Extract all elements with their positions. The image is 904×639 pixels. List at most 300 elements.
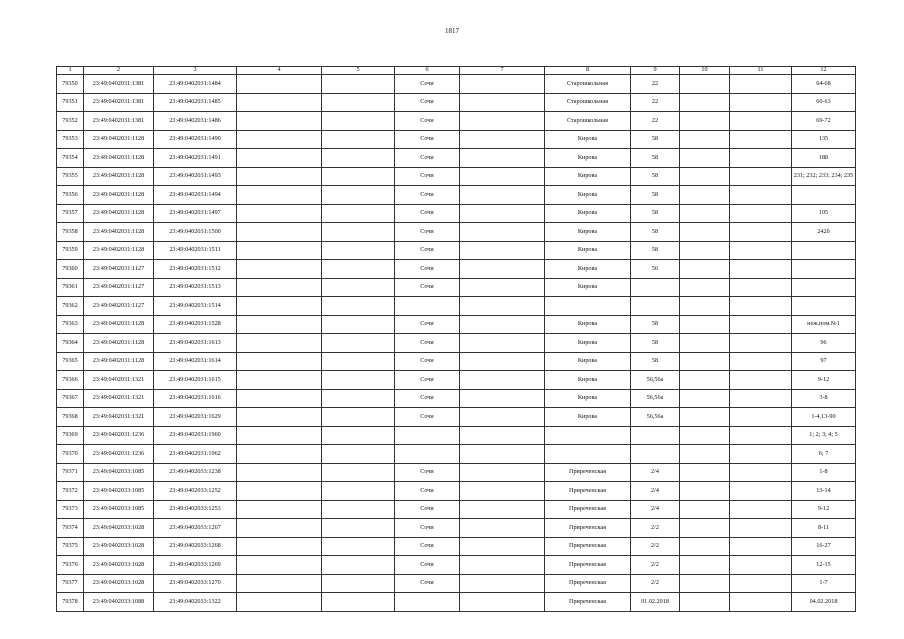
table-cell: 79364	[57, 334, 84, 353]
table-cell: 135	[792, 130, 856, 149]
table-cell: Приреченская	[545, 556, 631, 575]
table-cell: 16-27	[792, 537, 856, 556]
table-cell	[237, 556, 322, 575]
table-cell: 1-8	[792, 463, 856, 482]
table-cell: 04.02.2018	[792, 593, 856, 612]
table-cell: 23:49:0402031:1613	[154, 334, 237, 353]
table-cell: Старошкольная	[545, 75, 631, 94]
table-cell	[322, 389, 395, 408]
table-cell: 58	[631, 167, 680, 186]
table-cell	[730, 75, 792, 94]
table-cell: Кирова	[545, 149, 631, 168]
table-cell: Сочи	[395, 112, 460, 131]
table-cell: 23:49:0402031:1128	[84, 130, 154, 149]
table-cell: 23:49:0402031:1616	[154, 389, 237, 408]
table-cell: 58	[631, 204, 680, 223]
table-cell	[460, 593, 545, 612]
table-cell: 23:49:0402033:1028	[84, 537, 154, 556]
table-cell	[730, 241, 792, 260]
table-cell: 23:49:0402031:1128	[84, 186, 154, 205]
table-row	[57, 352, 856, 371]
table-cell: 23:49:0402031:1128	[84, 204, 154, 223]
table-cell	[237, 260, 322, 279]
table-cell	[322, 75, 395, 94]
table-cell	[680, 241, 730, 260]
table-cell	[792, 278, 856, 297]
table-row	[57, 408, 856, 427]
table-cell: 2/2	[631, 519, 680, 538]
table-cell: 2/4	[631, 482, 680, 501]
table-cell: 8-11	[792, 519, 856, 538]
table-row	[57, 241, 856, 260]
table-cell	[680, 278, 730, 297]
table-cell: Кирова	[545, 278, 631, 297]
table-cell	[680, 130, 730, 149]
table-cell: Сочи	[395, 223, 460, 242]
column-header: 1	[57, 67, 84, 75]
column-header: 2	[84, 67, 154, 75]
table-cell	[792, 186, 856, 205]
table-cell	[730, 297, 792, 316]
table-cell: Сочи	[395, 482, 460, 501]
table-cell: 79371	[57, 463, 84, 482]
table-cell	[460, 408, 545, 427]
table-cell	[730, 334, 792, 353]
table-cell: Приреченская	[545, 574, 631, 593]
table-cell: 23:49:0402031:1615	[154, 371, 237, 390]
table-row	[57, 389, 856, 408]
table-cell	[730, 223, 792, 242]
table-cell: 3-8	[792, 389, 856, 408]
table-cell	[680, 537, 730, 556]
table-cell: 23:49:0402031:1128	[84, 334, 154, 353]
table-cell	[322, 408, 395, 427]
table-row	[57, 297, 856, 316]
table-cell	[680, 371, 730, 390]
table-cell: Сочи	[395, 574, 460, 593]
table-cell: Приреченская	[545, 519, 631, 538]
table-cell	[460, 149, 545, 168]
table-cell: 2/4	[631, 500, 680, 519]
table-cell	[460, 112, 545, 131]
table-cell	[460, 130, 545, 149]
table-cell	[730, 130, 792, 149]
table-cell: 1-4,13-90	[792, 408, 856, 427]
table-cell	[460, 519, 545, 538]
table-cell	[460, 371, 545, 390]
table-cell	[322, 463, 395, 482]
table-cell: 23:49:0402031:1484	[154, 75, 237, 94]
table-cell: 13-14	[792, 482, 856, 501]
table-cell: Кирова	[545, 389, 631, 408]
table-cell	[322, 426, 395, 445]
table-cell: 79354	[57, 149, 84, 168]
table-cell: 79358	[57, 223, 84, 242]
table-cell: 23:49:0402031:1960	[154, 426, 237, 445]
table-cell	[322, 334, 395, 353]
table-cell: 23:49:0402031:1614	[154, 352, 237, 371]
table-cell	[322, 315, 395, 334]
table-cell	[237, 389, 322, 408]
table-cell: 23:49:0402031:1128	[84, 352, 154, 371]
table-cell	[730, 593, 792, 612]
table-cell	[322, 112, 395, 131]
table-cell: 79363	[57, 315, 84, 334]
table-cell: Сочи	[395, 75, 460, 94]
table-cell	[460, 537, 545, 556]
table-cell: 79368	[57, 408, 84, 427]
table-cell	[460, 482, 545, 501]
table-cell	[792, 241, 856, 260]
table-cell: 23:49:0402031:1512	[154, 260, 237, 279]
table-row	[57, 371, 856, 390]
table-cell	[545, 426, 631, 445]
table-cell: 23:49:0402031:1128	[84, 149, 154, 168]
table-row	[57, 482, 856, 501]
table-cell: 23:49:0402033:1088	[84, 593, 154, 612]
table-cell: 23:49:0402033:1085	[84, 463, 154, 482]
table-row	[57, 223, 856, 242]
table-cell	[460, 223, 545, 242]
table-cell: 79350	[57, 75, 84, 94]
table-cell: Сочи	[395, 408, 460, 427]
table-cell	[460, 445, 545, 464]
table-cell	[730, 463, 792, 482]
table-cell	[730, 167, 792, 186]
column-header: 11	[730, 67, 792, 75]
table-cell: 23:49:0402033:1268	[154, 537, 237, 556]
table-row	[57, 130, 856, 149]
table-row	[57, 334, 856, 353]
table-cell: 58	[631, 149, 680, 168]
table-cell: Приреченская	[545, 500, 631, 519]
table-cell	[460, 297, 545, 316]
table-cell	[730, 112, 792, 131]
table-cell: 58	[631, 315, 680, 334]
table-cell	[730, 260, 792, 279]
table-cell	[730, 426, 792, 445]
table-cell: 23:49:0402031:1491	[154, 149, 237, 168]
table-cell: Кирова	[545, 186, 631, 205]
table-cell	[322, 500, 395, 519]
table-cell: 79351	[57, 93, 84, 112]
table-cell: 79375	[57, 537, 84, 556]
column-header: 5	[322, 67, 395, 75]
column-header: 6	[395, 67, 460, 75]
table-cell	[680, 482, 730, 501]
table-cell: 23:49:0402033:1085	[84, 500, 154, 519]
column-header: 8	[545, 67, 631, 75]
table-cell: Кирова	[545, 260, 631, 279]
table-cell: 23:49:0402033:1322	[154, 593, 237, 612]
table-cell: 23:49:0402031:1321	[84, 371, 154, 390]
table-cell	[730, 482, 792, 501]
column-header: 7	[460, 67, 545, 75]
table-cell: 23:49:0402031:1381	[84, 75, 154, 94]
table-cell: 1-7	[792, 574, 856, 593]
table-cell	[730, 371, 792, 390]
table-cell	[680, 112, 730, 131]
table-cell	[237, 167, 322, 186]
table-cell	[680, 297, 730, 316]
table-cell: Приреченская	[545, 463, 631, 482]
table-cell	[395, 593, 460, 612]
table-cell	[730, 149, 792, 168]
table-cell: Сочи	[395, 204, 460, 223]
table-cell: 79365	[57, 352, 84, 371]
table-cell	[545, 445, 631, 464]
table-cell	[460, 315, 545, 334]
table-cell: 23:49:0402031:1528	[154, 315, 237, 334]
table-cell	[680, 389, 730, 408]
table-cell: 23:49:0402031:1127	[84, 260, 154, 279]
table-cell	[237, 315, 322, 334]
table-cell	[322, 260, 395, 279]
table-cell	[730, 445, 792, 464]
table-cell: 23:49:0402031:1500	[154, 223, 237, 242]
table-cell: 79369	[57, 426, 84, 445]
table-cell	[680, 426, 730, 445]
table-row	[57, 593, 856, 612]
table-cell: 79352	[57, 112, 84, 131]
table-row	[57, 167, 856, 186]
table-cell: 79373	[57, 500, 84, 519]
table-cell	[322, 204, 395, 223]
table-row	[57, 537, 856, 556]
table-cell: 23:49:0402031:1128	[84, 315, 154, 334]
column-header: 10	[680, 67, 730, 75]
table-cell: 79374	[57, 519, 84, 538]
table-cell: Сочи	[395, 167, 460, 186]
table-cell: 1; 2; 3; 4; 5	[792, 426, 856, 445]
table-row	[57, 519, 856, 538]
table-cell: 23:49:0402031:1236	[84, 445, 154, 464]
table-cell: 79359	[57, 241, 84, 260]
table-cell	[460, 334, 545, 353]
table-cell: 56,56а	[631, 408, 680, 427]
table-cell	[322, 167, 395, 186]
table-cell	[237, 297, 322, 316]
table-cell	[322, 149, 395, 168]
table-cell: неж.пом.№1	[792, 315, 856, 334]
table-cell	[460, 500, 545, 519]
table-cell	[237, 500, 322, 519]
table-cell: 23:49:0402031:1486	[154, 112, 237, 131]
table-cell: 56,56а	[631, 371, 680, 390]
table-cell	[237, 482, 322, 501]
table-row	[57, 260, 856, 279]
table-cell	[237, 445, 322, 464]
table-row	[57, 574, 856, 593]
table-cell	[322, 278, 395, 297]
table-cell	[730, 186, 792, 205]
table-cell: Старошкольная	[545, 93, 631, 112]
table-cell	[680, 186, 730, 205]
table-cell: Приреченская	[545, 593, 631, 612]
table-cell: Кирова	[545, 334, 631, 353]
table-body	[57, 75, 856, 612]
table-cell	[322, 556, 395, 575]
table-cell: 22	[631, 112, 680, 131]
table-cell: Сочи	[395, 149, 460, 168]
table-cell	[680, 334, 730, 353]
table-cell	[792, 297, 856, 316]
table-cell	[322, 130, 395, 149]
table-cell	[730, 574, 792, 593]
table-cell: 23:49:0402031:1128	[84, 223, 154, 242]
table-cell	[395, 426, 460, 445]
table-cell	[792, 260, 856, 279]
table-cell: 23:49:0402033:1085	[84, 482, 154, 501]
table-cell	[237, 186, 322, 205]
table-cell: 23:49:0402031:1128	[84, 167, 154, 186]
table-cell: Сочи	[395, 352, 460, 371]
table-cell: 23:49:0402033:1028	[84, 556, 154, 575]
table-cell: 231; 232; 233; 234; 235	[792, 167, 856, 186]
table-cell: 79372	[57, 482, 84, 501]
table-cell: Кирова	[545, 371, 631, 390]
table-cell: 23:49:0402033:1252	[154, 482, 237, 501]
table-cell	[322, 241, 395, 260]
table-cell: 69-72	[792, 112, 856, 131]
table-cell: 79370	[57, 445, 84, 464]
table-cell	[322, 593, 395, 612]
header-row	[57, 67, 856, 75]
table-cell: 9-12	[792, 371, 856, 390]
table-cell: 58	[631, 186, 680, 205]
table-cell	[460, 167, 545, 186]
table-cell	[680, 593, 730, 612]
page-number: 1817	[445, 27, 459, 35]
table-cell: 23:49:0402031:1511	[154, 241, 237, 260]
table-cell	[460, 204, 545, 223]
table-row	[57, 445, 856, 464]
table-cell	[460, 556, 545, 575]
table-cell: 23:49:0402031:1497	[154, 204, 237, 223]
table-cell: 23:49:0402033:1028	[84, 519, 154, 538]
table-cell: Сочи	[395, 500, 460, 519]
table-cell: Старошкольная	[545, 112, 631, 131]
table-cell: 64-68	[792, 75, 856, 94]
table-cell	[395, 445, 460, 464]
table-cell: 23:49:0402031:1381	[84, 112, 154, 131]
table-cell: 23:49:0402031:1493	[154, 167, 237, 186]
table-cell	[237, 75, 322, 94]
table-row	[57, 186, 856, 205]
table-cell: 23:49:0402031:1490	[154, 130, 237, 149]
table-row	[57, 500, 856, 519]
table-cell	[631, 426, 680, 445]
table-cell: 79356	[57, 186, 84, 205]
table-cell: 79357	[57, 204, 84, 223]
table-cell: 23:49:0402031:1128	[84, 241, 154, 260]
table-cell	[237, 112, 322, 131]
table-cell	[730, 389, 792, 408]
registry-table	[56, 66, 856, 612]
column-header: 3	[154, 67, 237, 75]
table-cell	[237, 223, 322, 242]
table-cell: Сочи	[395, 260, 460, 279]
table-cell	[322, 482, 395, 501]
table-cell: 23:49:0402033:1028	[84, 574, 154, 593]
table-header	[57, 67, 856, 75]
table-cell: 23:49:0402031:1629	[154, 408, 237, 427]
table-cell	[237, 204, 322, 223]
table-cell: 242б	[792, 223, 856, 242]
table-cell: 23:49:0402031:1485	[154, 93, 237, 112]
column-header: 4	[237, 67, 322, 75]
table-row	[57, 463, 856, 482]
table-cell: 22	[631, 93, 680, 112]
table-cell: 01.02.2018	[631, 593, 680, 612]
table-cell: Сочи	[395, 519, 460, 538]
table-cell: 23:49:0402033:1270	[154, 574, 237, 593]
table-cell: 23:49:0402033:1238	[154, 463, 237, 482]
table-row	[57, 75, 856, 94]
table-cell	[322, 223, 395, 242]
table-cell: Сочи	[395, 130, 460, 149]
table-cell: Сочи	[395, 186, 460, 205]
table-cell	[460, 352, 545, 371]
table-cell	[237, 93, 322, 112]
table-cell: 23:49:0402031:1513	[154, 278, 237, 297]
table-cell	[322, 93, 395, 112]
table-cell	[680, 149, 730, 168]
table-cell	[237, 519, 322, 538]
table-cell	[237, 130, 322, 149]
table-cell	[680, 352, 730, 371]
table-cell: 23:49:0402031:1381	[84, 93, 154, 112]
table-cell	[730, 408, 792, 427]
table-cell	[545, 297, 631, 316]
table-cell	[680, 463, 730, 482]
table-cell: 23:49:0402033:1253	[154, 500, 237, 519]
column-header: 9	[631, 67, 680, 75]
table-cell: Сочи	[395, 556, 460, 575]
table-cell	[322, 186, 395, 205]
table-cell	[460, 186, 545, 205]
table-cell: Приреченская	[545, 537, 631, 556]
table-cell	[730, 500, 792, 519]
table-cell	[395, 297, 460, 316]
table-cell	[237, 593, 322, 612]
table-cell	[680, 204, 730, 223]
table-cell: Кирова	[545, 223, 631, 242]
table-cell	[237, 537, 322, 556]
table-cell: 79378	[57, 593, 84, 612]
table-cell: 23:49:0402031:1321	[84, 408, 154, 427]
table-cell: 23:49:0402031:1236	[84, 426, 154, 445]
table-cell	[237, 371, 322, 390]
table-row	[57, 315, 856, 334]
table-cell	[237, 408, 322, 427]
table-cell	[730, 315, 792, 334]
table-cell: 60-63	[792, 93, 856, 112]
table-cell	[730, 204, 792, 223]
table-cell: 23:49:0402031:1127	[84, 278, 154, 297]
table-cell	[730, 352, 792, 371]
table-cell: 79360	[57, 260, 84, 279]
table-cell: 12-15	[792, 556, 856, 575]
table-cell: Сочи	[395, 389, 460, 408]
table-cell: Сочи	[395, 241, 460, 260]
table-row	[57, 149, 856, 168]
table-cell: 56,56а	[631, 389, 680, 408]
table-cell: Сочи	[395, 315, 460, 334]
table-cell: 23:49:0402031:1494	[154, 186, 237, 205]
table-cell	[237, 149, 322, 168]
table-cell	[237, 574, 322, 593]
